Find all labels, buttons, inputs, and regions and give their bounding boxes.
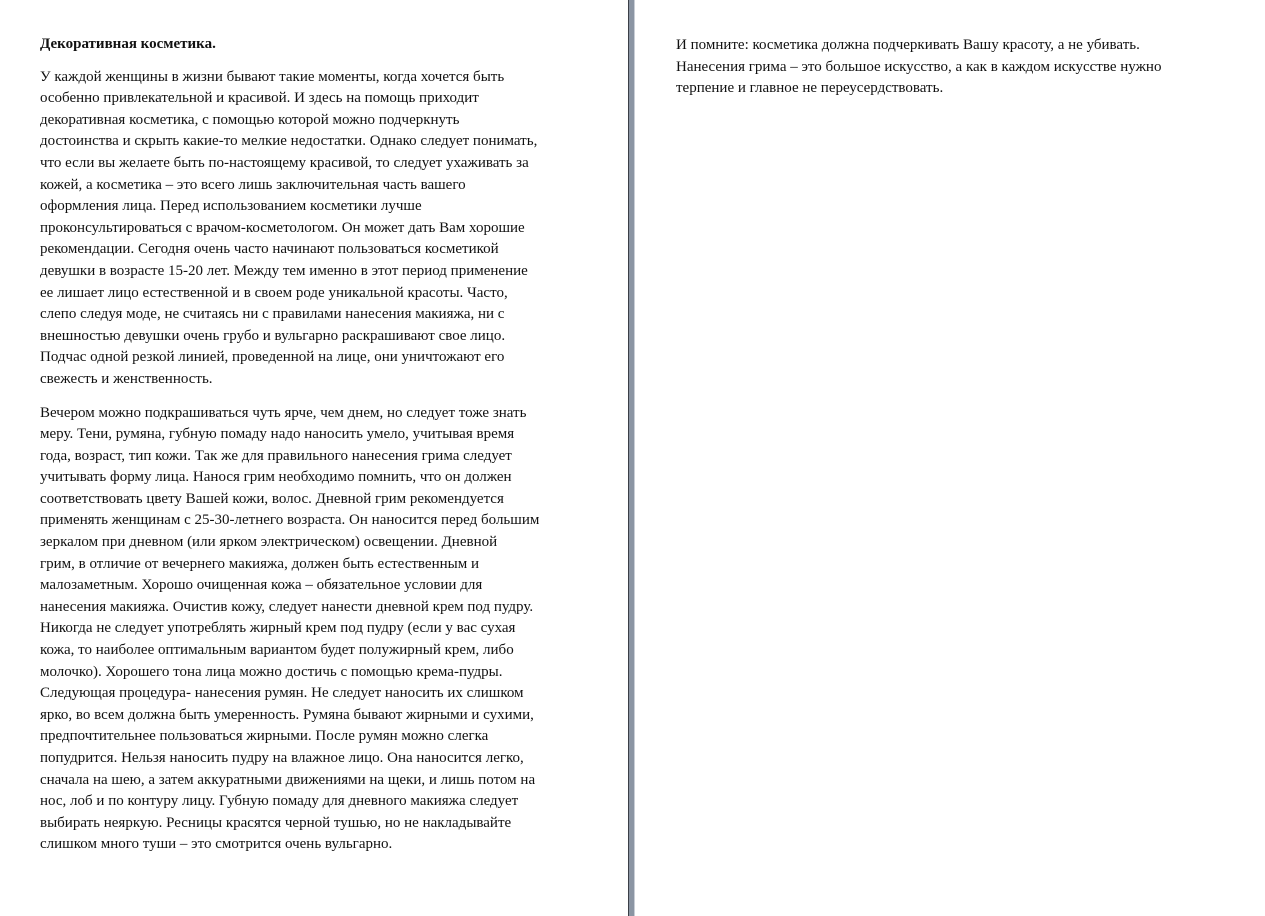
text-line: применять женщинам с 25-30-летнего возраста. Он наносится перед большим [40,512,540,529]
document-heading: Декоративная косметика. [40,36,216,52]
text-line: года, возраст, тип кожи. Так же для правильного нанесения грима следует [40,447,512,464]
text-line: Подчас одной резкой линией, проведенной на лице, они уничтожают его [40,349,505,366]
text-line: молочко). Хорошего тона лица можно достичь с помощью крема-пудры. [40,663,503,680]
text-line: зеркалом при дневном (или ярком электрическом) освещении. Дневной [40,534,498,551]
text-line: что если вы желаете быть по-настоящему красивой, то следует ухаживать за [40,154,529,171]
page-separator [628,0,635,916]
text-line: грим, в отличие от вечернего макияжа, должен быть естественным и [40,555,479,572]
text-line: оформления лица. Перед использованием косметики лучше [40,198,422,215]
text-line: проконсультироваться с врачом-косметологом. Он может дать Вам хорошие [40,219,525,236]
text-line: декоративная косметика, с помощью которой можно подчеркнуть [40,111,460,128]
text-line: нанесения макияжа. Очистив кожу, следует нанести дневной крем под пудру. [40,598,534,615]
text-line: кожа, то наиболее оптимальным вариантом будет полужирный крем, либо [40,642,514,659]
paragraph [40,67,588,391]
text-line: девушки в возрасте 15-20 лет. Между тем именно в этот период применение [40,262,528,279]
text-line: Вечером можно подкрашиваться чуть ярче, чем днем, но следует тоже знать [40,404,527,421]
text-line: выбирать неяркую. Ресницы красятся черной тушью, но не накладывайте [40,814,512,831]
text-line: Никогда не следует употреблять жирный крем под пудру (если у вас сухая [40,620,516,637]
paragraph [40,403,588,856]
text-line: особенно привлекательной и красивой. И здесь на помощь приходит [40,90,479,107]
document-page-right [635,0,1265,916]
text-line: внешностью девушки очень грубо и вульгарно раскрашивают свое лицо. [40,327,506,344]
page-text-block [676,35,1221,112]
text-line: соответствовать цвету Вашей кожи, волос. Дневной грим рекомендуется [40,490,504,507]
text-line: ярко, во всем должна быть умеренность. Румяна бывают жирными и сухими, [40,706,534,723]
text-line: И помните: косметика должна подчеркивать Вашу красоту, а не убивать. [676,37,1140,53]
text-line: слепо следуя моде, не считаясь ни с правилами нанесения макияжа, ни с [40,306,505,323]
text-line: достоинства и скрыть какие-то мелкие недостатки. Однако следует понимать, [40,133,538,150]
text-line: предпочтительнее пользоваться жирными. После румян можно слегка [40,728,489,745]
text-line: слишком много туши – это смотрится очень вульгарно. [40,836,393,853]
text-line: свежесть и женственность. [40,370,213,387]
document-page-left [0,0,628,916]
text-line: меру. Тени, румяна, губную помаду надо наносить умело, учитывая время [40,426,515,443]
text-line: нос, лоб и по контуру лицу. Губную помаду для дневного макияжа следует [40,793,519,810]
text-line: учитывать форму лица. Нанося грим необходимо помнить, что он должен [40,469,512,486]
text-line: терпение и главное не переусердствовать. [676,80,944,97]
text-line: Нанесения грима – это большое искусство, а как в каждом искусстве нужно [676,58,1162,75]
text-line: У каждой женщины в жизни бывают такие моменты, когда хочется быть [40,68,505,85]
text-line: рекомендации. Сегодня очень часто начинают пользоваться косметикой [40,241,499,258]
text-line: сначала на шею, а затем аккуратными движениями на щеки, и лишь потом на [40,771,536,788]
text-line: ее лишает лицо естественной и в своем роде уникальной красоты. Часто, [40,284,508,301]
text-line: кожей, а косметика – это всего лишь заключительная часть вашего [40,176,466,193]
text-line: Следующая процедура- нанесения румян. Не следует наносить их слишком [40,685,524,702]
text-line: попудрится. Нельзя наносить пудру на влажное лицо. Она наносится легко, [40,750,524,766]
page-text-block [40,34,588,868]
text-line: малозаметным. Хорошо очищенная кожа – обязательное условии для [40,577,483,594]
paragraph [676,35,1221,100]
